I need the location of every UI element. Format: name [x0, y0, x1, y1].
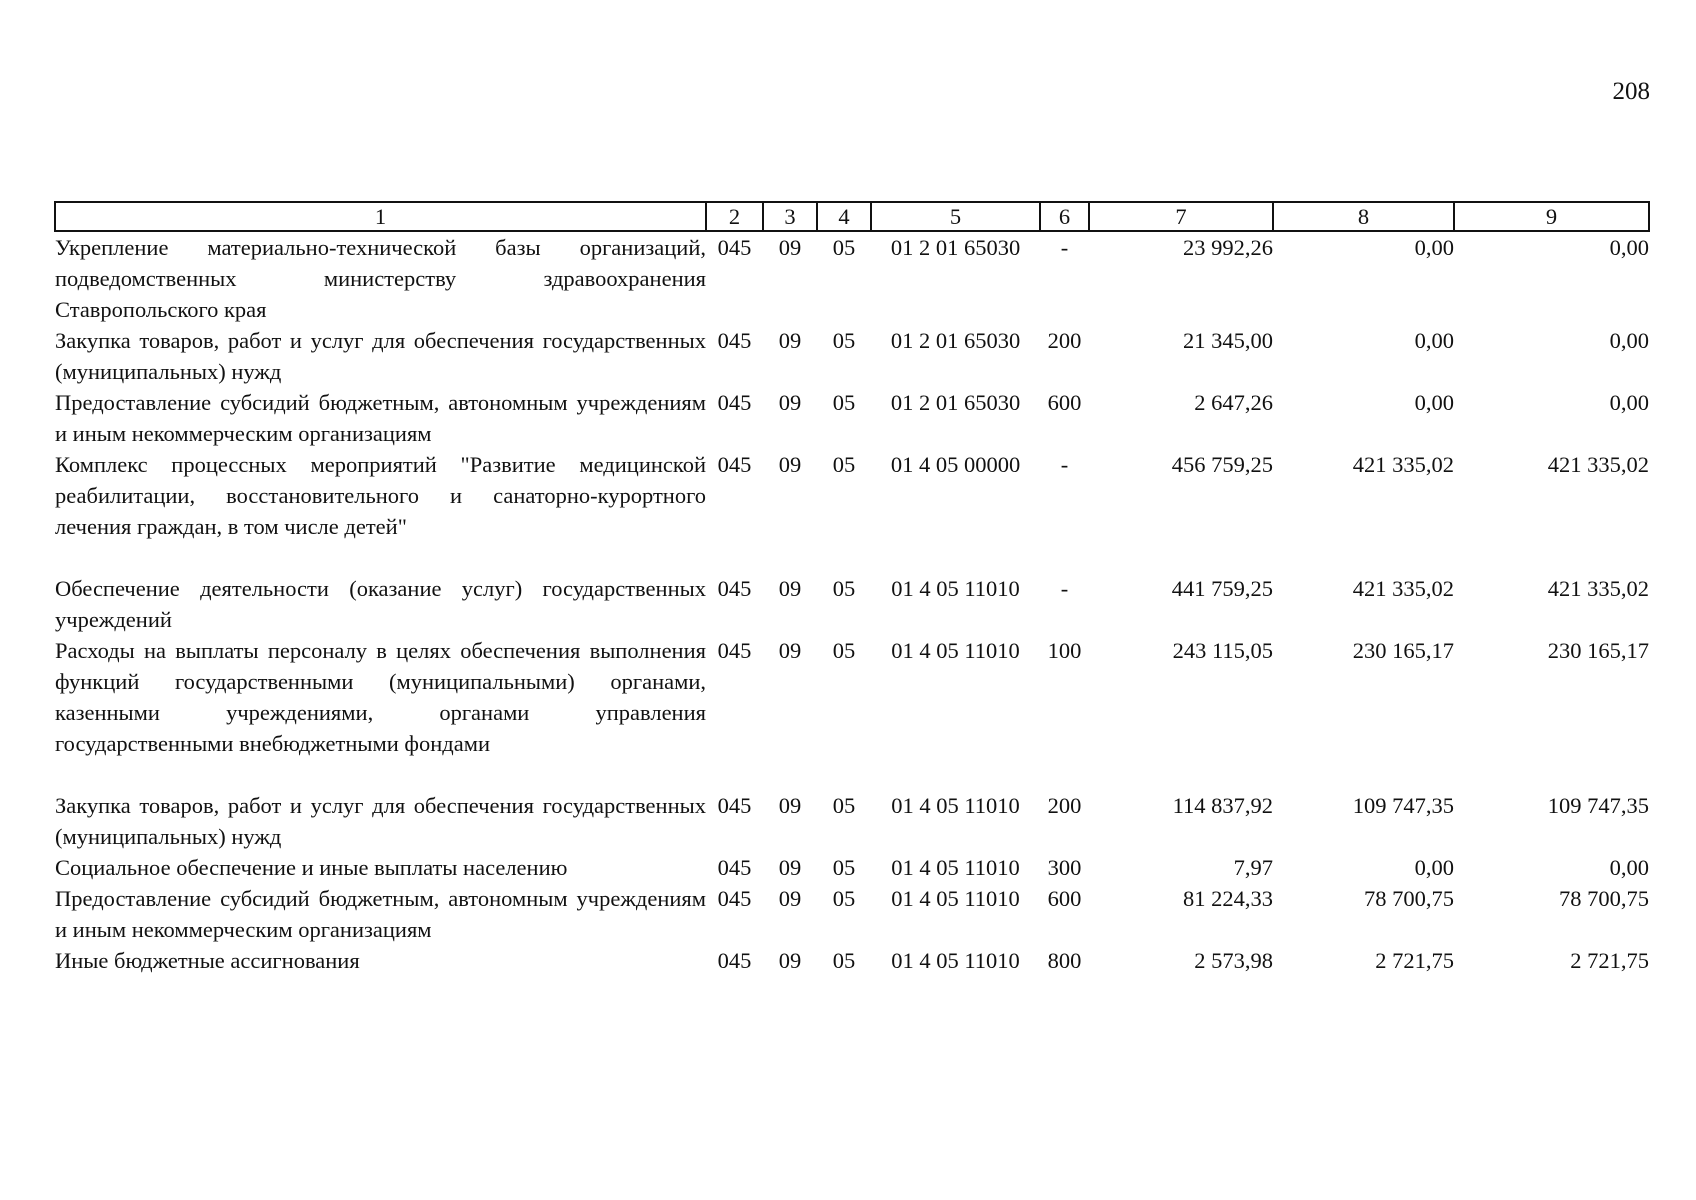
- ministry-code: 045: [717, 793, 752, 818]
- section-code: 09: [778, 328, 802, 353]
- amount-col9: 421 335,02: [1547, 452, 1649, 477]
- table-row: [55, 573, 1649, 635]
- amount-col7: 81 224,33: [1183, 886, 1273, 911]
- expense-type-code: 300: [1047, 855, 1082, 880]
- amount-col7: 456 759,25: [1171, 452, 1273, 477]
- ministry-code: 045: [717, 638, 752, 663]
- expense-type-code: -: [1060, 235, 1069, 260]
- column-header: 5: [871, 202, 1040, 231]
- amount-col7: 2 573,98: [1194, 948, 1273, 973]
- subsection-code: 05: [832, 948, 856, 973]
- column-header: 7: [1089, 202, 1273, 231]
- amount-col8: 0,00: [1414, 855, 1454, 880]
- amount-col7: 243 115,05: [1172, 638, 1273, 663]
- amount-col9: 230 165,17: [1547, 638, 1649, 663]
- amount-col9: 109 747,35: [1547, 793, 1649, 818]
- row-description: Комплекс процессных мероприятий "Развитие медицинской реабилитации, восстановительного и санаторно-курортного лечения граждан, в том числе детей": [55, 452, 706, 539]
- section-code: 09: [778, 452, 802, 477]
- target-article-code: 01 4 05 00000: [890, 452, 1021, 477]
- row-description: Укрепление материально-технической базы организаций, подведомственных министерству здравоохранения Ставропольского края: [55, 235, 706, 322]
- amount-col7: 21 345,00: [1183, 328, 1273, 353]
- row-description: Закупка товаров, работ и услуг для обеспечения государственных (муниципальных) нужд: [55, 793, 706, 849]
- column-header: 6: [1040, 202, 1089, 231]
- expense-type-code: 100: [1047, 638, 1082, 663]
- subsection-code: 05: [832, 793, 856, 818]
- table-row: [55, 852, 1649, 883]
- column-header: 4: [817, 202, 871, 231]
- amount-col8: 0,00: [1414, 235, 1454, 260]
- target-article-code: 01 4 05 11010: [891, 855, 1020, 880]
- subsection-code: 05: [832, 235, 856, 260]
- subsection-code: 05: [832, 886, 856, 911]
- subsection-code: 05: [832, 855, 856, 880]
- amount-col7: 114 837,92: [1172, 793, 1273, 818]
- section-code: 09: [778, 886, 802, 911]
- amount-col7: 441 759,25: [1171, 576, 1273, 601]
- expense-type-code: -: [1060, 452, 1069, 477]
- row-description: Предоставление субсидий бюджетным, автономным учреждениям и иным некоммерческим организациям: [55, 390, 706, 446]
- amount-col9: 78 700,75: [1559, 886, 1649, 911]
- amount-col8: 2 721,75: [1375, 948, 1454, 973]
- amount-col7: 2 647,26: [1194, 390, 1273, 415]
- column-header: 1: [55, 202, 706, 231]
- target-article-code: 01 4 05 11010: [891, 576, 1020, 601]
- section-code: 09: [778, 390, 802, 415]
- amount-col9: 421 335,02: [1547, 576, 1649, 601]
- expense-type-code: 600: [1047, 886, 1082, 911]
- target-article-code: 01 2 01 65030: [890, 390, 1021, 415]
- budget-table: [54, 201, 1650, 976]
- expense-type-code: 200: [1047, 793, 1082, 818]
- row-description: Предоставление субсидий бюджетным, автономным учреждениям и иным некоммерческим организациям: [55, 886, 706, 942]
- section-code: 09: [778, 576, 802, 601]
- expense-type-code: 800: [1047, 948, 1082, 973]
- section-code: 09: [778, 638, 802, 663]
- table-row: [55, 231, 1649, 325]
- subsection-code: 05: [832, 328, 856, 353]
- section-code: 09: [778, 235, 802, 260]
- subsection-code: 05: [832, 390, 856, 415]
- amount-col8: 230 165,17: [1352, 638, 1454, 663]
- column-header: 9: [1454, 202, 1649, 231]
- amount-col9: 0,00: [1609, 328, 1649, 353]
- column-header: 3: [763, 202, 817, 231]
- table-header-row: [55, 202, 1649, 231]
- amount-col9: 0,00: [1609, 390, 1649, 415]
- section-code: 09: [778, 948, 802, 973]
- column-header: 2: [706, 202, 763, 231]
- ministry-code: 045: [717, 886, 752, 911]
- row-description: Обеспечение деятельности (оказание услуг) государственных учреждений: [55, 576, 706, 632]
- table-row: [55, 790, 1649, 852]
- row-description: Расходы на выплаты персоналу в целях обеспечения выполнения функций государственными (муниципальными) органами, казенными учреждениями, органами управления государственными внебюджетными фондами: [55, 638, 706, 756]
- amount-col8: 421 335,02: [1352, 576, 1454, 601]
- expense-type-code: 600: [1047, 390, 1082, 415]
- subsection-code: 05: [832, 638, 856, 663]
- target-article-code: 01 4 05 11010: [891, 638, 1020, 663]
- ministry-code: 045: [717, 576, 752, 601]
- table-row: [55, 945, 1649, 976]
- target-article-code: 01 4 05 11010: [891, 886, 1020, 911]
- target-article-code: 01 2 01 65030: [890, 235, 1021, 260]
- amount-col7: 7,97: [1233, 855, 1273, 880]
- amount-col8: 421 335,02: [1352, 452, 1454, 477]
- subsection-code: 05: [832, 452, 856, 477]
- amount-col8: 0,00: [1414, 390, 1454, 415]
- table-row: [55, 325, 1649, 387]
- ministry-code: 045: [717, 855, 752, 880]
- row-description: Иные бюджетные ассигнования: [55, 948, 360, 973]
- ministry-code: 045: [717, 235, 752, 260]
- ministry-code: 045: [717, 452, 752, 477]
- section-code: 09: [778, 855, 802, 880]
- row-description: Закупка товаров, работ и услуг для обеспечения государственных (муниципальных) нужд: [55, 328, 706, 384]
- section-code: 09: [778, 793, 802, 818]
- row-description: Социальное обеспечение и иные выплаты населению: [55, 855, 568, 880]
- ministry-code: 045: [717, 328, 752, 353]
- target-article-code: 01 4 05 11010: [891, 793, 1020, 818]
- table-row: [55, 387, 1649, 449]
- expense-type-code: 200: [1047, 328, 1082, 353]
- amount-col8: 109 747,35: [1352, 793, 1454, 818]
- expense-type-code: -: [1060, 576, 1069, 601]
- amount-col8: 0,00: [1414, 328, 1454, 353]
- amount-col7: 23 992,26: [1183, 235, 1273, 260]
- amount-col9: 0,00: [1609, 235, 1649, 260]
- table-row: [55, 635, 1649, 790]
- column-header: 8: [1273, 202, 1454, 231]
- target-article-code: 01 4 05 11010: [891, 948, 1020, 973]
- table-row: [55, 449, 1649, 573]
- target-article-code: 01 2 01 65030: [890, 328, 1021, 353]
- amount-col9: 0,00: [1609, 855, 1649, 880]
- subsection-code: 05: [832, 576, 856, 601]
- ministry-code: 045: [717, 390, 752, 415]
- amount-col9: 2 721,75: [1570, 948, 1649, 973]
- amount-col8: 78 700,75: [1364, 886, 1454, 911]
- table-row: [55, 883, 1649, 945]
- page-number: 208: [1612, 78, 1650, 105]
- ministry-code: 045: [717, 948, 752, 973]
